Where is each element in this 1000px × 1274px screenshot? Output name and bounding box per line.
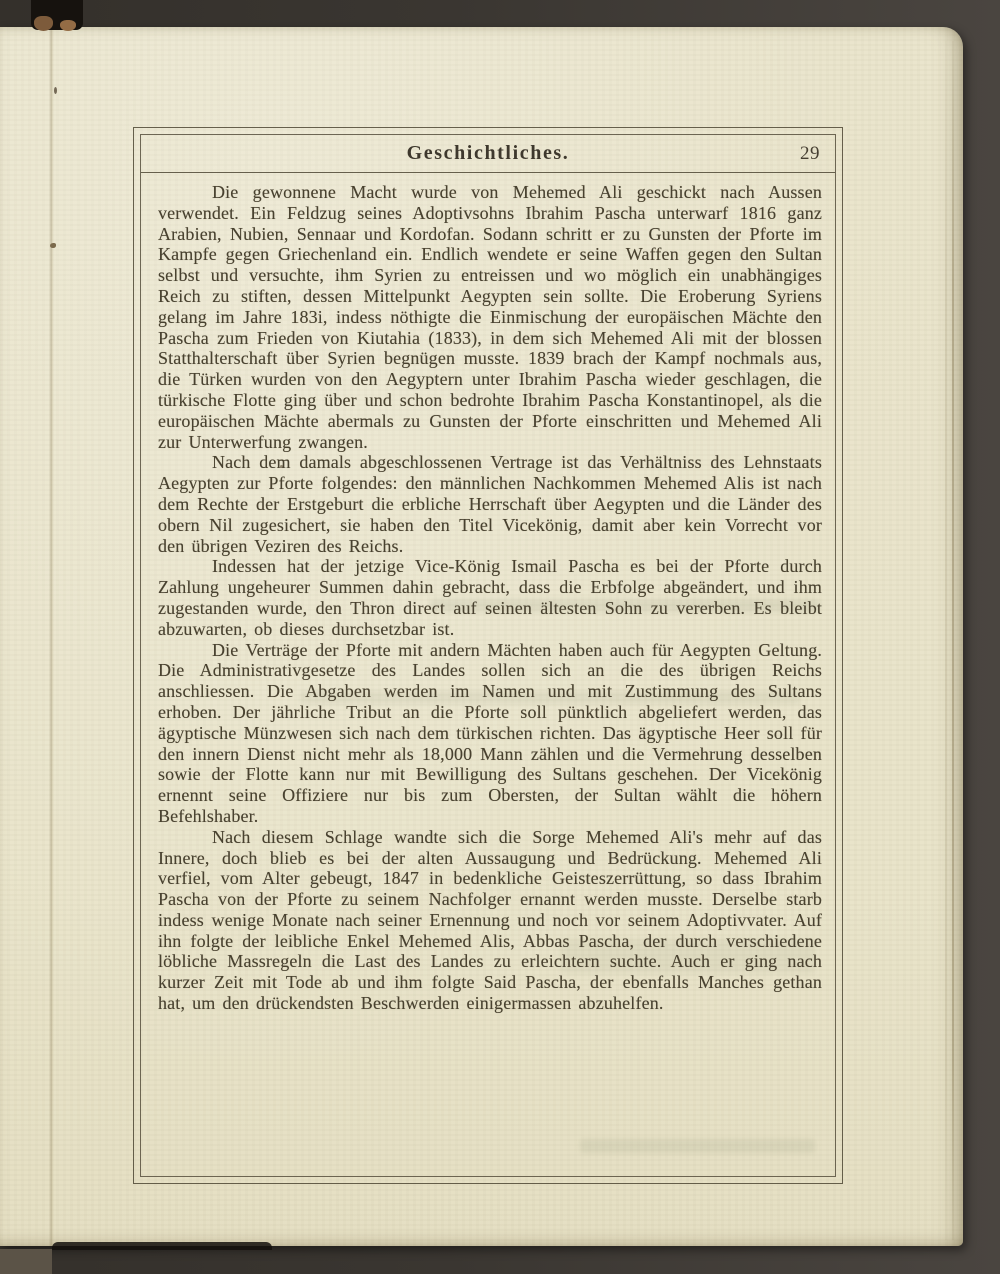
paragraph: Die gewonnene Macht wurde von Mehemed Ali geschickt nach Aussen verwendet. Ein Feldzug seines Adoptivsohns Ibrahim Pascha unterwarf 1816 ganz Arabien, Nubien, Sennaar und Kordofan. Sodann schritt er zu Gunsten der Pforte im Kampfe gegen Griechenland ein. Endlich wendete er seine Waffen gegen den Sultan selbst und versuchte, ihm Syrien zu entreissen und wo möglich ein unabhängiges Reich zu stiften, dessen Mittelpunkt Aegypten sein sollte. Die Eroberung Syriens gelang im Jahre 183i, indess nöthigte die Einmischung der europäischen Mächte den Pascha zum Frieden von Kiutahia (1833), in dem sich Mehemed Ali mit der blossen Statthalterschaft über Syrien begnügen musste. 1839 brach der Kampf nochmals aus, die Türken wurden von den Aegyptern unter Ibrahim Pascha wieder geschlagen, die türkische Flotte ging über und schon bedrohte Ibrahim Pascha Konstantinopel, als die europäischen Mächte abermals zu Gunsten der Pforte einschritten und Mehemed Ali zur Unterwerfung zwangen. [158, 182, 822, 452]
page-body [141, 173, 835, 1014]
page-frame-outer [133, 127, 843, 1184]
paragraph: Nach dem damals abgeschlossenen Vertrage ist das Verhältniss des Lehnstaats Aegypten zur Pforte folgendes: den männlichen Nachkommen Mehemed Alis ist nach dem Rechte der Erstgeburt die erbliche Herrschaft über Aegypten und die Länder des obern Nil zugesichert, sie haben den Titel Vicekönig, damit aber kein Vorrecht vor den übrigen Veziren des Reichs. [158, 452, 822, 556]
page-gutter-crease [49, 27, 54, 1246]
page-number: 29 [800, 143, 820, 164]
binding-leather-patch [34, 16, 53, 31]
paragraph: Indessen hat der jetzige Vice-König Ismail Pascha es bei der Pforte durch Zahlung ungeheurer Summen dahin gebracht, dass die Erbfolge abgeändert, und ihm zugestanden wurde, den Thron direct auf seinen ältesten Sohn zu vererben. Es bleibt abzuwarten, ob dieses durchsetzbar ist. [158, 556, 822, 639]
bottom-binding-patch [0, 1249, 52, 1274]
page-frame-inner [140, 134, 836, 1177]
page-stack-edge-2 [945, 41, 947, 1240]
paper-speck [50, 243, 56, 248]
bottom-shadow-bump [52, 1242, 272, 1250]
paragraph: Nach diesem Schlage wandte sich die Sorge Mehemed Ali's mehr auf das Innere, doch blieb es bei der alten Aussaugung und Bedrückung. Mehemed Ali verfiel, vom Alter gebeugt, 1847 in bedenkliche Geisteszerrüttung, so dass Ibrahim Pascha von der Pforte zu seinem Nachfolger ernannt werden musste. Derselbe starb indess wenige Monate nach seiner Ernennung und noch vor seinem Adoptivvater. Auf ihn folgte der leibliche Enkel Mehemed Alis, Abbas Pascha, der durch verschiedene löbliche Massregeln die Last des Landes zu erleichtern suchte. Auch er ging nach kurzer Zeit mit Tode ab und ihm folgte Said Pascha, der ebenfalls Manches gethan hat, um den drückendsten Beschwerden einigermassen abzuhelfen. [158, 826, 822, 1014]
book-page [0, 27, 963, 1246]
book-binding-fragment [31, 0, 83, 30]
running-header [141, 135, 835, 173]
page-stack-edge [952, 41, 954, 1240]
paragraph: Die Verträge der Pforte mit andern Mächten haben auch für Aegypten Geltung. Die Administrativgesetze des Landes sollen sich an die des übrigen Reichs anschliessen. Die Abgaben werden im Namen und mit Zustimmung des Sultans erhoben. Der jährliche Tribut an die Pforte soll pünktlich abgeliefert werden, das ägyptische Münzwesen sich nach dem türkischen richten. Das ägyptische Heer soll für den innern Dienst nicht mehr als 18,000 Mann zählen und die Vermehrung desselben sowie der Flotte kann nur mit Bewilligung des Sultans geschehen. Der Vicekönig ernennt seine Offiziere nur bis zum Obersten, der Sultan wählt die höhern Befehlshaber. [158, 639, 822, 826]
paper-speck [54, 87, 57, 94]
page-title: Geschichtliches. [406, 142, 570, 164]
binding-leather-patch [60, 20, 76, 31]
